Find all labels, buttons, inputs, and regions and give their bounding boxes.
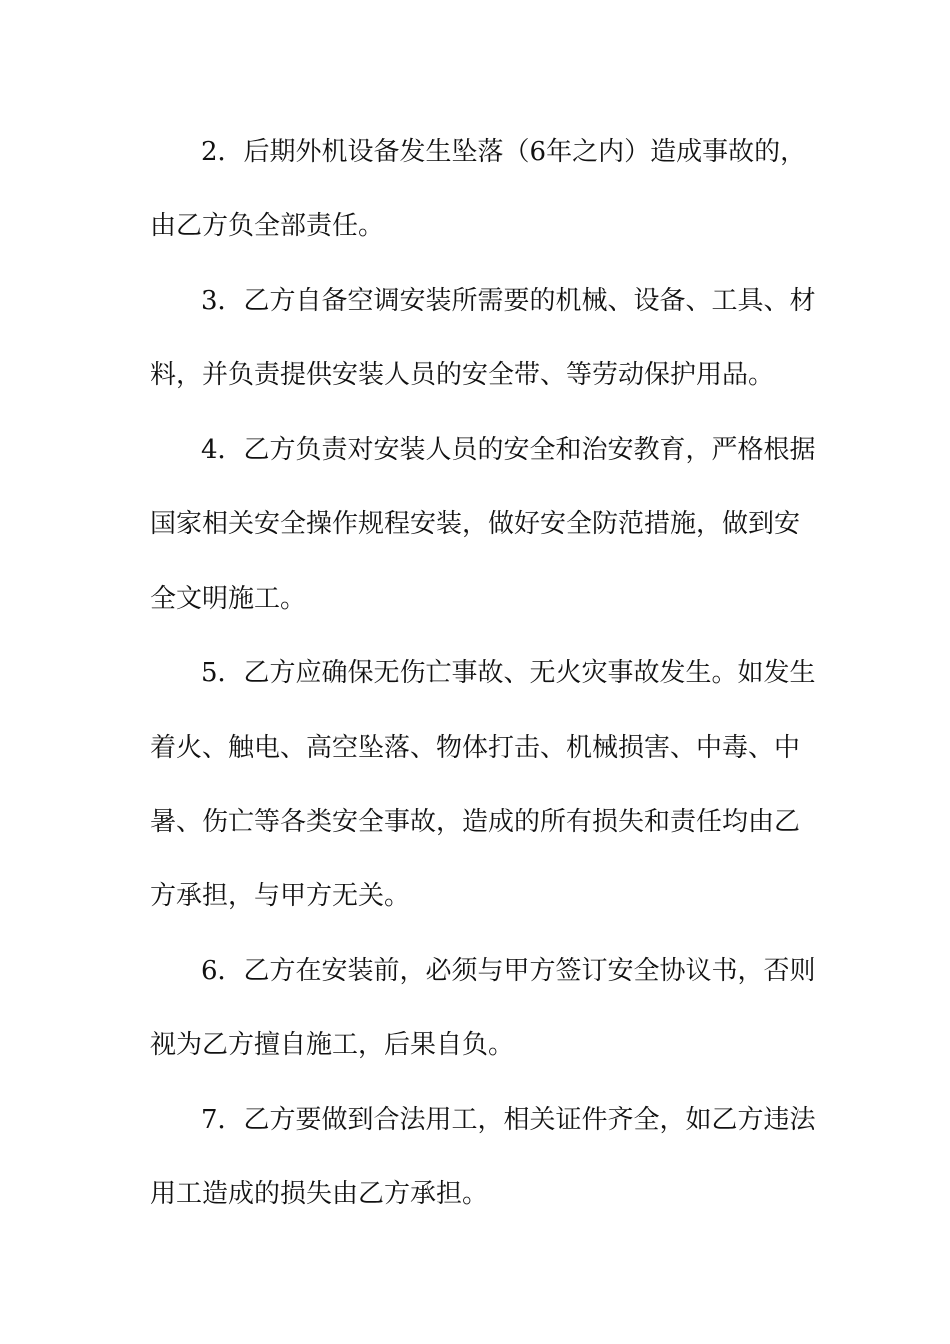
paragraph-line: 方承担，与甲方无关。	[150, 881, 411, 911]
paragraph-line: 国家相关安全操作规程安装，做好安全防范措施，做到安	[150, 509, 801, 539]
paragraph-line: 着火、触电、高空坠落、物体打击、机械损害、中毒、中	[150, 733, 801, 763]
paragraph-line: 5．乙方应确保无伤亡事故、无火灾事故发生。如发生	[201, 658, 816, 688]
paragraph-line: 全文明施工。	[150, 584, 307, 614]
paragraph-line: 6．乙方在安装前，必须与甲方签订安全协议书，否则	[201, 956, 816, 986]
paragraph-line: 料，并负责提供安装人员的安全带、等劳动保护用品。	[150, 360, 775, 390]
paragraph-line: 暑、伤亡等各类安全事故，造成的所有损失和责任均由乙	[150, 807, 801, 837]
paragraph-line: 由乙方负全部责任。	[150, 211, 385, 241]
paragraph-line: 用工造成的损失由乙方承担。	[150, 1179, 489, 1209]
paragraph-line: 7．乙方要做到合法用工，相关证件齐全，如乙方违法	[201, 1105, 816, 1135]
paragraph-line: 视为乙方擅自施工，后果自负。	[150, 1030, 515, 1060]
paragraph-line: 3．乙方自备空调安装所需要的机械、设备、工具、材	[201, 286, 816, 316]
paragraph-line: 2．后期外机设备发生坠落（6年之内）造成事故的，	[201, 137, 807, 167]
paragraph-line: 4．乙方负责对安装人员的安全和治安教育，严格根据	[201, 435, 816, 465]
